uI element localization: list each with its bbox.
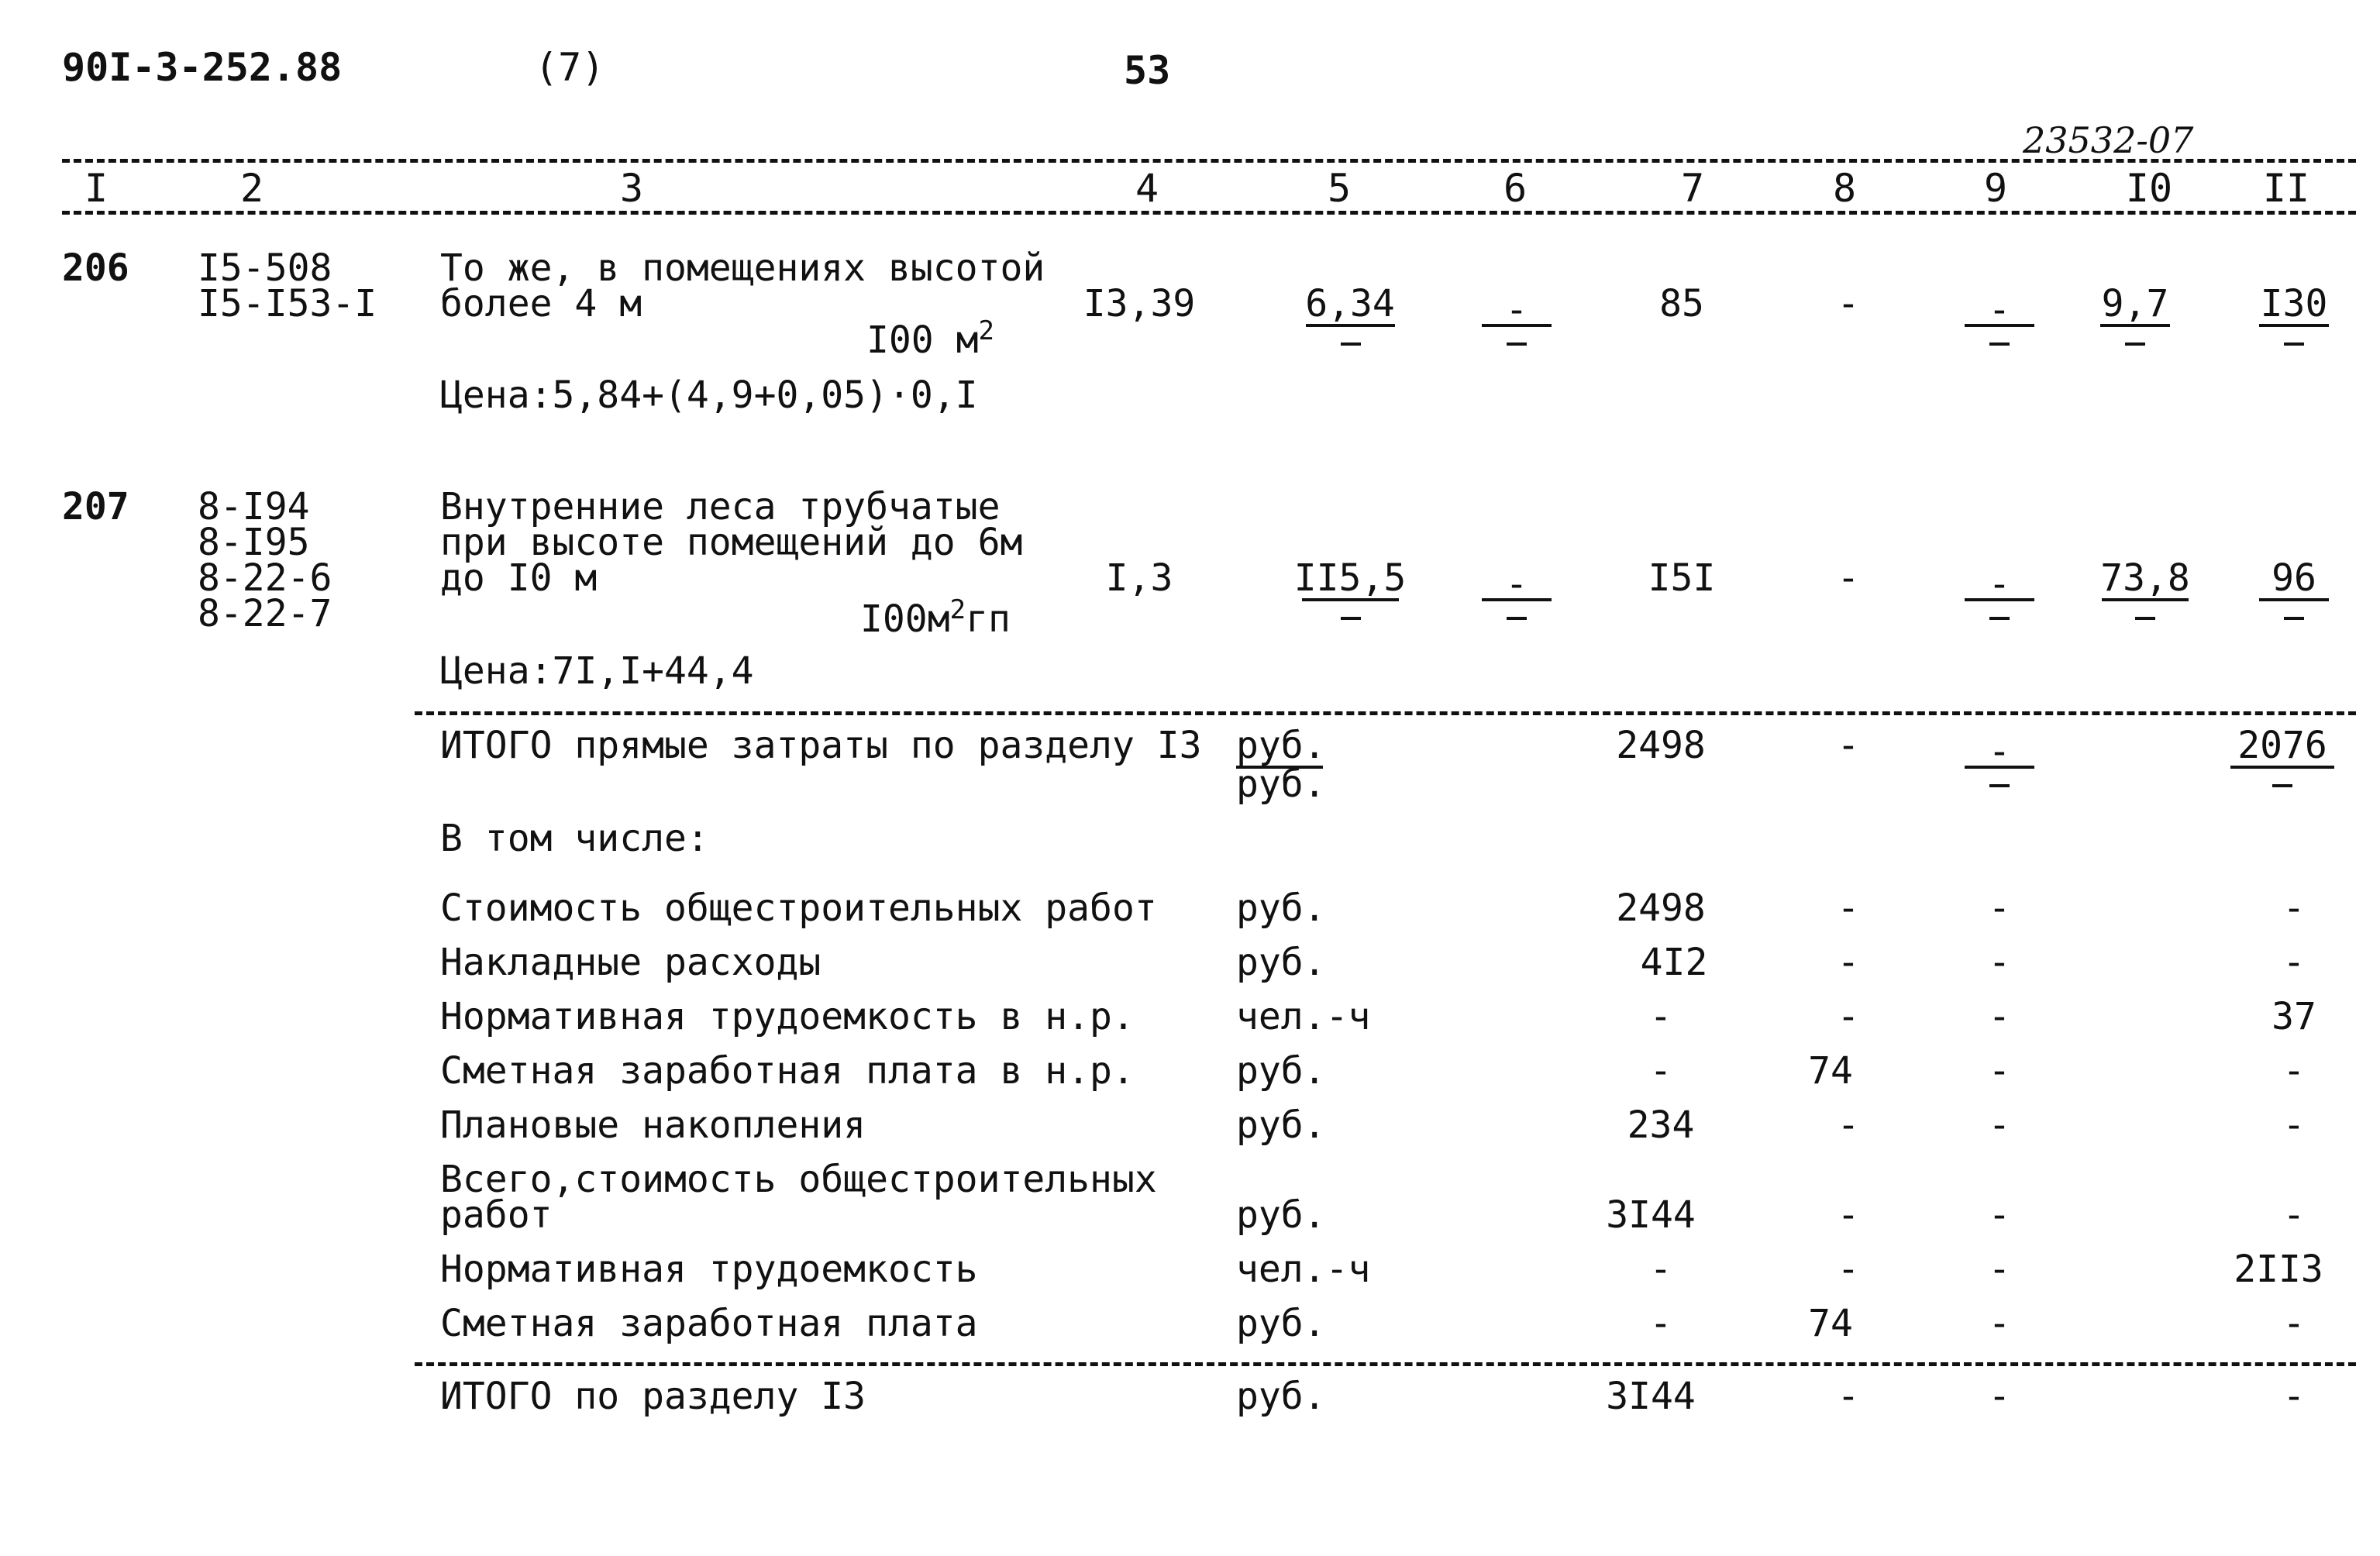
fraction-bar: [1302, 598, 1399, 601]
summary-value: 74: [1808, 1302, 1853, 1345]
col-header-2: 2: [239, 166, 264, 211]
price-code: 8-22-6: [198, 556, 332, 600]
unit-of-measure: I00 $м^2$: [866, 315, 994, 362]
summary-unit: руб.: [1236, 1193, 1326, 1237]
quantity-cell: I3,39: [1083, 282, 1196, 325]
summary-value: -: [2282, 886, 2306, 930]
price-code: 8-I95: [198, 521, 310, 564]
work-description: Внутренние леса трубчатые: [440, 485, 1001, 528]
price-formula: Цена:7I,I+44,4: [440, 649, 754, 693]
summary-value: -: [1837, 1193, 1860, 1237]
cost-cell: II5,5: [1293, 556, 1407, 600]
fraction-dash: [2125, 343, 2145, 346]
summary-value: 37: [2272, 995, 2316, 1038]
summary-label: Всего,стоимость общестроительных: [440, 1158, 1157, 1201]
summary-value: -: [1988, 1193, 2011, 1237]
summary-value: 2498: [1616, 886, 1706, 930]
summary-value: -: [1988, 1103, 2011, 1147]
summary-unit: руб.: [1236, 1049, 1326, 1093]
summary-label-continued: работ: [440, 1193, 553, 1237]
summary-label: Сметная заработная плата: [440, 1302, 978, 1345]
col-header-11: II: [2262, 166, 2310, 211]
fraction-bar: [2102, 598, 2189, 601]
section-total-value: -: [1988, 1375, 2011, 1418]
section-total-rule: [415, 1362, 2356, 1366]
total-unit: руб.: [1236, 763, 1326, 806]
fraction-dash: [1341, 343, 1361, 346]
summary-label: Стоимость общестроительных работ: [440, 886, 1157, 930]
summary-value: -: [2282, 1302, 2306, 1345]
summary-value: -: [2282, 1049, 2306, 1093]
summary-value: -: [1988, 1302, 2011, 1345]
summary-value: -: [1649, 995, 1672, 1038]
sheet-number: (7): [535, 45, 605, 90]
summary-label: Сметная заработная плата в н.р.: [440, 1049, 1135, 1093]
fraction-bar: [2100, 324, 2170, 327]
total-label: ИТОГО прямые затраты по разделу I3: [440, 724, 1202, 767]
section-total-unit: руб.: [1236, 1375, 1326, 1418]
total-top-rule: [415, 711, 2356, 715]
total-unit: руб.: [1236, 724, 1326, 767]
fraction-dash: [1507, 343, 1527, 346]
fraction-dash: [1341, 617, 1361, 620]
total-cost: 2076: [2237, 724, 2327, 767]
fraction-dash: [1507, 617, 1527, 620]
col-header-8: 8: [1832, 166, 1857, 211]
cost-cell: 6,34: [1305, 282, 1395, 325]
summary-value: -: [1988, 1248, 2011, 1291]
summary-value: -: [2282, 941, 2306, 984]
summary-unit: руб.: [1236, 1302, 1326, 1345]
summary-value: -: [1837, 995, 1860, 1038]
cost-cell: -: [1988, 288, 2011, 332]
price-code: 8-I94: [198, 485, 310, 528]
summary-value: -: [1837, 941, 1860, 984]
price-formula: Цена:5,84+(4,9+0,05)·0,I: [440, 374, 978, 417]
summary-unit: чел.-ч: [1236, 1248, 1371, 1291]
price-code: I5-508: [198, 246, 332, 290]
fraction-dash: [2284, 343, 2304, 346]
fraction-dash: [1989, 784, 2010, 787]
col-header-9: 9: [1983, 166, 2008, 211]
summary-label: Нормативная трудоемкость в н.р.: [440, 995, 1135, 1038]
row-number: 207: [62, 485, 129, 528]
summary-unit: руб.: [1236, 1103, 1326, 1147]
summary-unit: чел.-ч: [1236, 995, 1371, 1038]
summary-value: -: [1988, 886, 2011, 930]
cost-cell: 73,8: [2100, 556, 2190, 600]
fraction-bar: [1482, 324, 1552, 327]
cost-cell: -: [1988, 563, 2011, 606]
cost-cell: -: [1505, 563, 1528, 606]
cost-cell: I30: [2260, 282, 2328, 325]
col-header-3: 3: [619, 166, 644, 211]
fraction-dash: [2272, 784, 2292, 787]
fraction-bar: [1965, 598, 2034, 601]
summary-value: 4I2: [1640, 941, 1708, 984]
col-header-7: 7: [1680, 166, 1705, 211]
document-code: 90I-3-252.88: [62, 45, 343, 90]
fraction-bar: [1965, 324, 2034, 327]
section-total-value: -: [1837, 1375, 1860, 1418]
price-code: I5-I53-I: [198, 282, 377, 325]
section-total-value: 3I44: [1606, 1375, 1696, 1418]
summary-value: -: [1837, 1248, 1860, 1291]
summary-value: -: [1988, 941, 2011, 984]
unit-of-measure: $I00м^2гп$: [860, 594, 1011, 641]
cost-cell: -: [1837, 282, 1860, 325]
summary-value: -: [1649, 1248, 1672, 1291]
summary-value: -: [1988, 1049, 2011, 1093]
work-description: более 4 м: [440, 282, 642, 325]
col-header-5: 5: [1327, 166, 1352, 211]
fraction-dash: [2135, 617, 2155, 620]
summary-label: Нормативная трудоемкость: [440, 1248, 978, 1291]
col-header-4: 4: [1135, 166, 1159, 211]
cost-cell: I5I: [1648, 556, 1716, 600]
summary-value: -: [1649, 1049, 1672, 1093]
summary-unit: руб.: [1236, 941, 1326, 984]
price-code: 8-22-7: [198, 592, 332, 635]
summary-label: Плановые накопления: [440, 1103, 866, 1147]
row-number: 206: [62, 246, 129, 290]
section-total-value: -: [2282, 1375, 2306, 1418]
summary-value: -: [1837, 886, 1860, 930]
page-number: 53: [1124, 48, 1171, 93]
total-cost: -: [1988, 730, 2011, 773]
summary-value: 2II3: [2234, 1248, 2323, 1291]
fraction-dash: [1989, 343, 2010, 346]
fraction-bar: [1965, 766, 2034, 769]
cost-cell: -: [1505, 288, 1528, 332]
summary-value: 234: [1627, 1103, 1695, 1147]
summary-value: -: [1649, 1302, 1672, 1345]
col-header-10: I0: [2125, 166, 2173, 211]
total-cost: 2498: [1616, 724, 1706, 767]
work-description: до I0 м: [440, 556, 598, 600]
including-label: В том числе:: [440, 817, 709, 860]
header-top-rule: [62, 159, 2356, 163]
cost-cell: 96: [2272, 556, 2316, 600]
col-header-6: 6: [1503, 166, 1528, 211]
summary-value: -: [2282, 1103, 2306, 1147]
work-description: То же, в помещениях высотой: [440, 246, 1045, 290]
summary-value: -: [2282, 1193, 2306, 1237]
fraction-dash: [2284, 617, 2304, 620]
cost-cell: -: [1837, 556, 1860, 600]
fraction-bar: [1482, 598, 1552, 601]
fraction-bar: [1306, 324, 1395, 327]
header-bottom-rule: [62, 211, 2356, 215]
cost-cell: 85: [1659, 282, 1704, 325]
summary-value: 74: [1808, 1049, 1853, 1093]
summary-label: Накладные расходы: [440, 941, 821, 984]
section-total-label: ИТОГО по разделу I3: [440, 1375, 866, 1418]
fraction-bar: [2230, 766, 2334, 769]
summary-value: 3I44: [1606, 1193, 1696, 1237]
total-cost: -: [1837, 724, 1860, 767]
summary-value: -: [1988, 995, 2011, 1038]
cost-cell: 9,7: [2101, 282, 2169, 325]
summary-unit: руб.: [1236, 886, 1326, 930]
col-header-1: I: [84, 166, 108, 211]
quantity-cell: I,3: [1105, 556, 1173, 600]
fraction-bar: [2259, 598, 2329, 601]
fraction-bar: [2259, 324, 2329, 327]
work-description: при высоте помещений до 6м: [440, 521, 1023, 564]
summary-value: -: [1837, 1103, 1860, 1147]
fraction-dash: [1989, 617, 2010, 620]
handwritten-stamp: 23532-07: [2023, 119, 2194, 161]
